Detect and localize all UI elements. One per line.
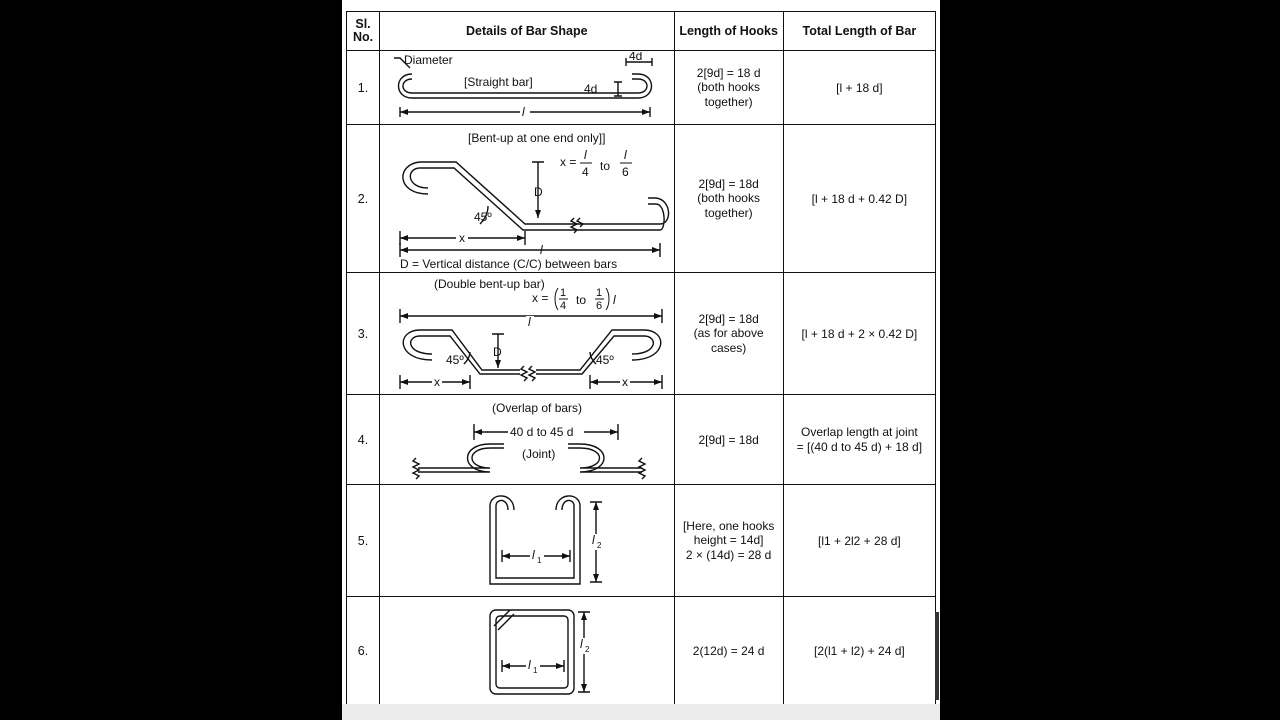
l2-label: l [592,532,595,547]
fraction-numerator: 1 [560,286,567,299]
total-length-cell: [2(l1 + l2) + 24 d] [783,597,935,705]
table-row [347,485,936,597]
header-sl: Sl. [355,17,371,31]
straight-bar-label: [Straight bar] [464,74,533,89]
hook-line: height = 14d] [693,533,764,548]
row-number: 2. [347,125,380,273]
vertical-distance-label: D [493,344,502,359]
length-label: l [528,314,531,329]
total-length-cell: [l + 18 d + 0.42 D] [783,125,935,273]
hook-line: cases) [710,340,747,355]
l2-subscript: 2 [585,644,590,654]
total-length-cell [783,395,935,485]
fraction-numerator: l [624,147,627,162]
fraction-denominator: 6 [622,164,629,179]
hook-line: 2 × (14d) = 28 d [685,547,772,562]
hook-height-label: 4d [584,81,598,96]
overlap-title: (Overlap of bars) [492,400,583,415]
hook-length-cell: 2(12d) = 24 d [674,597,783,705]
bottom-strip [342,704,940,720]
row-number: 4. [347,395,380,485]
hook-length-cell [674,51,783,125]
hook-length-cell [674,485,783,597]
row-number: 3. [347,273,380,395]
closed-stirrup-diagram [380,598,672,704]
header-hooks: Length of Hooks [674,12,783,51]
vertical-distance-note: D = Vertical distance (C/C) between bars [400,256,618,271]
angle-label: 45º [446,352,464,367]
length-label: l [522,104,525,119]
overlap-range-label: 40 d to 45 d [510,424,574,439]
fraction-denominator: 6 [596,299,603,312]
l1-label: l [532,547,535,562]
overlap-diagram [380,396,672,484]
table-row [347,273,936,395]
double-bent-up-title: (Double bent-up bar) [434,276,545,291]
hook-line: 2[9d] = 18d [698,311,759,326]
table-row [347,51,936,125]
angle-label: 45º [596,352,614,367]
double-bent-up-diagram [380,274,672,394]
bar-shape-table [346,11,936,705]
to-label: to [600,158,611,173]
hook-line: 2[9d] = 18d [698,176,759,191]
hook-length-cell [674,125,783,273]
bar-shape-diagram [380,273,675,395]
total-length-cell: [l + 18 d + 2 × 0.42 D] [783,273,935,395]
header-total: Total Length of Bar [783,12,935,51]
x-dimension-label: x [622,374,629,389]
l1-subscript: 1 [533,665,538,675]
hook-line: (as for above [693,326,764,341]
document-page [342,0,940,720]
open-stirrup-diagram [380,486,672,596]
total-length-cell: [l1 + 2l2 + 28 d] [783,485,935,597]
row-number: 5. [347,485,380,597]
row-number: 6. [347,597,380,705]
joint-label: (Joint) [522,446,556,461]
row-number: 1. [347,51,380,125]
x-dimension-label: x [434,374,441,389]
fraction-numerator: l [584,147,587,162]
straight-bar-diagram [380,52,672,124]
bent-up-one-end-diagram [380,126,672,272]
l1-subscript: 1 [537,555,542,565]
scrollbar-thumb[interactable] [935,612,939,700]
length-symbol: l [613,292,616,307]
header-no: No. [352,30,374,44]
header-row [347,12,936,51]
x-equation-label: x = [560,154,577,169]
bar-shape-diagram [380,597,675,705]
bar-shape-diagram [380,395,675,485]
hook-length-cell [674,273,783,395]
bar-shape-diagram [380,485,675,597]
l1-label: l [528,657,531,672]
bar-shape-diagram [380,51,675,125]
hook-line: together) [704,94,753,109]
hook-line: 2[9d] = 18 d [696,65,761,80]
x-equation-label: x = [532,290,549,305]
total-line: Overlap length at joint [800,425,918,439]
diameter-label: Diameter [404,52,453,67]
l2-label: l [580,636,583,651]
hook-line: (both hooks [697,80,760,95]
header-details: Details of Bar Shape [380,12,675,51]
fraction-denominator: 4 [582,164,589,179]
vertical-distance-label: D [534,184,543,199]
hook-line: [Here, one hooks [682,518,775,533]
length-label: l [540,242,543,257]
hook-line: together) [704,205,753,220]
hook-length-cell: 2[9d] = 18d [674,395,783,485]
header-sl-no [347,12,380,51]
hook-line: (both hooks [697,191,760,206]
to-label: to [576,292,587,307]
bar-shape-diagram [380,125,675,273]
fraction-denominator: 4 [560,299,567,312]
table-row [347,395,936,485]
table-row [347,125,936,273]
fraction-numerator: 1 [596,286,603,299]
l2-subscript: 2 [597,540,602,550]
total-length-cell: [l + 18 d] [783,51,935,125]
angle-label: 45º [474,209,492,224]
table-row [347,597,936,705]
total-line: = [(40 d to 45 d) + 18 d] [796,439,923,454]
bent-up-title: [Bent-up at one end only]] [468,130,606,145]
hook-width-label: 4d [629,51,643,63]
x-dimension-label: x [459,230,466,245]
